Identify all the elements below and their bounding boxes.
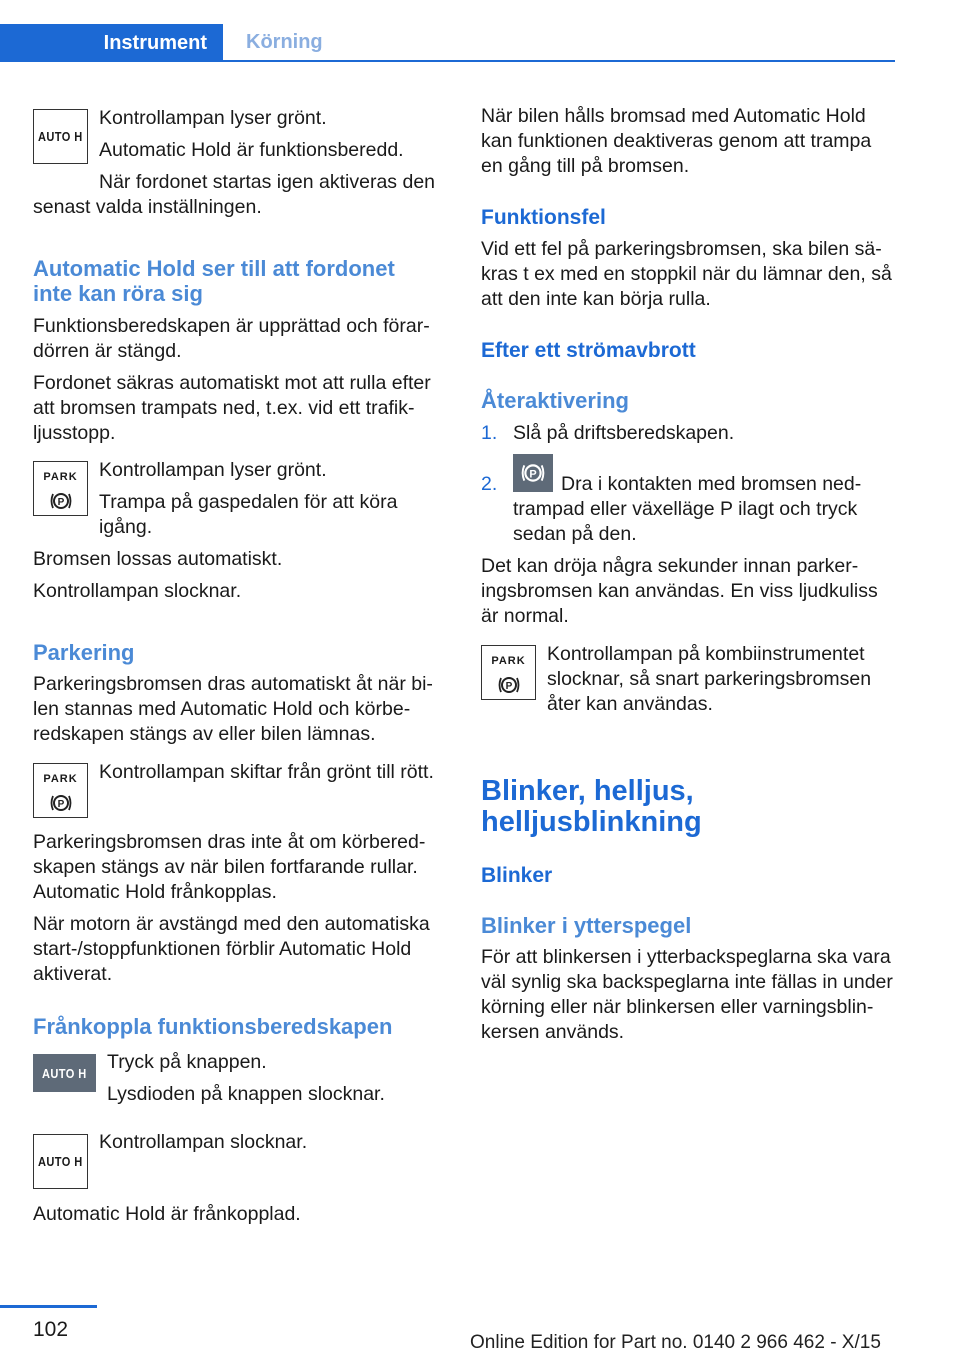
step-text: sedan på den. [513,523,637,545]
text-line: kras t ex med en stoppkil när du lämnar den, så [481,263,892,285]
text-line: Parkeringsbromsen dras inte åt om körbered- [33,831,426,853]
auto-hold-button-icon: AUTO H [33,1054,96,1092]
text-line: Bromsen lossas automatiskt. [33,548,283,570]
text-line: att den inte kan börja rulla. [481,288,711,310]
text-line: Parkeringsbromsen dras automatiskt åt när bi- [33,673,433,695]
step-text: Slå på driftsberedskapen. [513,422,735,444]
heading-blinker: Blinker [481,864,553,887]
text-line: Kontrollampan slocknar. [99,1131,308,1153]
text-line: kan funktionen deaktiveras genom att trampa [481,130,872,152]
text-line: ingsbromsen kan användas. En viss ljudkuliss [481,580,878,602]
auto-hold-indicator-icon: AUTO H [33,109,88,164]
auto-hold-indicator-icon: AUTO H [33,1134,88,1189]
text-line: senast valda inställningen. [33,196,262,218]
header-rule [0,60,895,62]
text-line: När bilen hålls bromsad med Automatic Hold [481,105,866,127]
heading-power-failure: Efter ett strömavbrott [481,339,696,362]
text-line: ljusstopp. [33,422,116,444]
park-brake-indicator-icon: PARK P [481,645,536,700]
text-line: en gång till på bromsen. [481,155,690,177]
svg-text:P: P [505,681,512,692]
heading-reactivate: Återaktivering [481,388,629,413]
page-number: 102 [33,1318,69,1341]
svg-text:P: P [57,799,64,810]
heading-fault: Funktionsfel [481,206,606,229]
heading-disable: Frånkoppla funktionsberedskapen [33,1014,393,1039]
park-brake-switch-icon [513,454,553,492]
heading-parking: Parkering [33,640,135,665]
step-number: 1. [481,422,498,444]
step-text: Dra i kontakten med bromsen ned- [561,473,862,495]
text-line: är normal. [481,605,569,627]
text-line: Kontrollampan slocknar. [33,580,242,602]
footer-rule [0,1305,97,1308]
tab-korning[interactable]: Körning [246,30,323,53]
text-line: aktiverat. [33,963,113,985]
text-line: start-/stoppfunktionen förblir Automatic Hold [33,938,412,960]
text-line: Automatic Hold frånkopplas. [33,881,277,903]
svg-text:P: P [57,497,64,508]
text-line: När fordonet startas igen aktiveras den [99,171,436,193]
heading-mirror: Blinker i ytterspegel [481,913,692,938]
text-line: Tryck på knappen. [107,1051,267,1073]
heading-main: Blinker, helljus, [481,775,694,807]
text-line: När motorn är avstängd med den automatiska [33,913,430,935]
tab-instrument[interactable]: Instrument [0,24,223,62]
text-line: Det kan dröja några sekunder innan parker- [481,555,859,577]
text-line: len stannas med Automatic Hold och körbe- [33,698,411,720]
text-line: Kontrollampan lyser grönt. [99,107,327,129]
text-line: att bromsen trampats ned, t.ex. vid ett trafik- [33,397,415,419]
text-line: väl synlig ska backspeglarna inte fällas in under [481,971,893,993]
text-line: dörren är stängd. [33,340,182,362]
step-number: 2. [481,473,498,495]
text-line: kersen används. [481,1021,625,1043]
park-brake-indicator-icon: PARK P [33,763,88,818]
top-navigation [0,0,895,62]
text-line: Kontrollampan lyser grönt. [99,459,327,481]
text-line: Automatic Hold är funktionsberedd. [99,139,404,161]
text-line: Vid ett fel på parkeringsbromsen, ska bilen sä- [481,238,882,260]
text-line: skapen stängs av när bilen fortfarande rullar. [33,856,418,878]
step-text: trampad eller växelläge P ilagt och tryck [513,498,858,520]
text-line: redskapen stängs av eller bilen lämnas. [33,723,376,745]
text-line: slocknar, så snart parkeringsbromsen [547,668,872,690]
heading-hold: Automatic Hold ser till att fordonet [33,256,395,281]
svg-text:P: P [529,468,537,481]
text-line: körning eller när blinkersen eller varningsblin- [481,996,874,1018]
text-line: Automatic Hold är frånkopplad. [33,1203,301,1225]
text-line: Kontrollampan skiftar från grönt till rött. [99,761,434,783]
heading-main-2: helljusblinkning [481,806,702,838]
text-line: igång. [99,516,153,538]
text-line: För att blinkersen i ytterbackspeglarna ska vara [481,946,891,968]
text-line: Kontrollampan på kombiinstrumentet [547,643,865,665]
text-line: Lysdioden på knappen slocknar. [107,1083,385,1105]
text-line: Fordonet säkras automatiskt mot att rulla efter [33,372,431,394]
text-line: Funktionsberedskapen är upprättad och förar- [33,315,430,337]
text-line: åter kan användas. [547,693,713,715]
edition-note: Online Edition for Part no. 0140 2 966 462 - X/15 [470,1332,881,1353]
text-line: Trampa på gaspedalen för att köra [99,491,398,513]
park-brake-indicator-icon: PARK P [33,461,88,516]
heading-hold-2: inte kan röra sig [33,281,203,306]
